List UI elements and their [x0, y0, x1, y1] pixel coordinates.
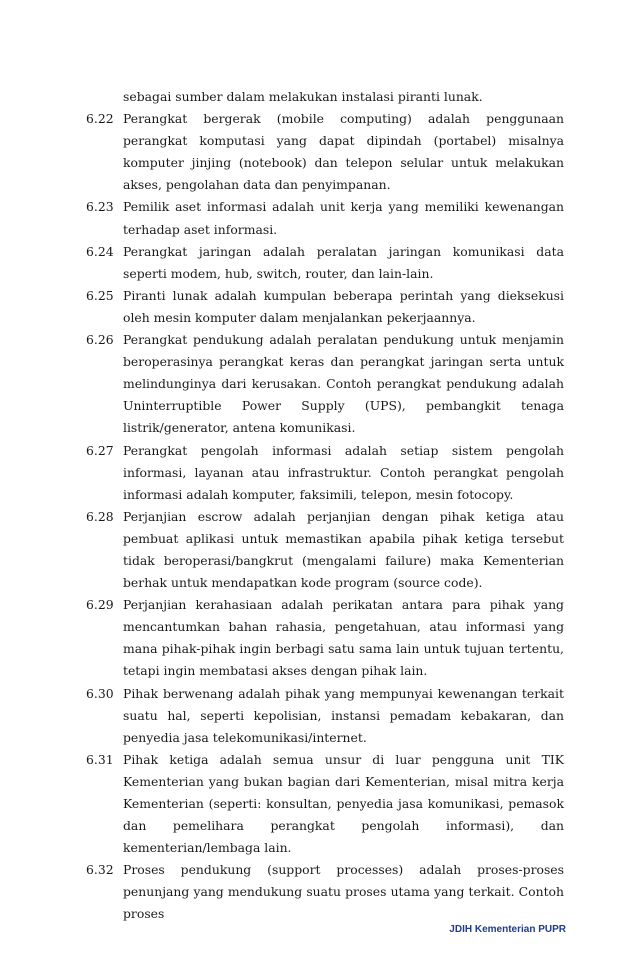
list-item: [86, 440, 564, 506]
item-text: Pihak berwenang adalah pihak yang mempunyai kewenangan terkait suatu hal, seperti kepolisian, instansi pemadam kebakaran, dan penyedia jasa telekomunikasi/internet.: [123, 685, 564, 745]
item-number: 6.28: [86, 508, 114, 524]
item-number: 6.27: [86, 442, 114, 458]
definitions-list: [86, 86, 564, 926]
item-number: 6.32: [86, 862, 114, 878]
item-text: Pemilik aset informasi adalah unit kerja yang memiliki kewenangan terhadap aset informasi.: [123, 199, 564, 237]
item-number: 6.26: [86, 332, 114, 348]
item-number: 6.22: [86, 111, 114, 127]
item-number: 6.25: [86, 287, 114, 303]
item-number: 6.24: [86, 243, 114, 259]
item-text: Perangkat pengolah informasi adalah setiap sistem pengolah informasi, layanan atau infrastruktur. Contoh perangkat pengolah informasi adalah komputer, faksimili, telepon, mesin fotocopy.: [123, 442, 564, 502]
item-text: Perangkat jaringan adalah peralatan jaringan komunikasi data seperti modem, hub, switch, router, dan lain-lain.: [123, 243, 564, 281]
item-number: 6.31: [86, 751, 114, 767]
list-item: [86, 506, 564, 594]
list-item: [86, 683, 564, 749]
item-number: 6.29: [86, 597, 114, 613]
list-item: [86, 285, 564, 329]
list-item: [86, 749, 564, 859]
list-item: [86, 108, 564, 196]
continuation-line: sebagai sumber dalam melakukan instalasi piranti lunak.: [123, 89, 483, 104]
item-number: 6.30: [86, 685, 114, 701]
item-text: Piranti lunak adalah kumpulan beberapa perintah yang dieksekusi oleh mesin komputer dalam menjalankan pekerjaannya.: [123, 287, 564, 325]
list-item: [86, 196, 564, 240]
list-item: [86, 859, 564, 925]
item-text: Perjanjian escrow adalah perjanjian dengan pihak ketiga atau pembuat aplikasi untuk memastikan apabila pihak ketiga tersebut tidak beroperasi/bangkrut (mengalami failure) maka Kementerian berhak untuk mendapatkan kode program (source code).: [123, 508, 564, 591]
item-number: 6.23: [86, 199, 114, 215]
item-text: Perangkat pendukung adalah peralatan pendukung untuk menjamin beroperasinya perangkat keras dan perangkat jaringan serta untuk melindunginya dari kerusakan. Contoh perangkat pendukung adalah Uninterruptible Power Supply (UPS), pembangkit tenaga listrik/generator, antena komunikasi.: [123, 332, 564, 436]
list-item: [86, 329, 564, 439]
list-item: [86, 241, 564, 285]
list-item: [86, 594, 564, 682]
item-text: Perjanjian kerahasiaan adalah perikatan antara para pihak yang mencantumkan bahan rahasia, pengetahuan, atau informasi yang mana pihak-pihak ingin berbagi satu sama lain untuk tujuan tertentu, tetapi ingin membatasi akses dengan pihak lain.: [123, 597, 564, 679]
footer-label: JDIH Kementerian PUPR: [449, 924, 566, 935]
item-text: Proses pendukung (support processes) adalah proses-proses penunjang yang mendukung suatu proses utama yang terkait. Contoh proses: [123, 862, 564, 922]
item-text: Pihak ketiga adalah semua unsur di luar pengguna unit TIK Kementerian yang bukan bagian dari Kementerian, misal mitra kerja Kementerian (seperti: konsultan, penyedia jasa komunikasi, pemasok dan pemelihara perangkat pengolah informasi), dan kementerian/lembaga lain.: [123, 751, 564, 856]
item-text: Perangkat bergerak (mobile computing) adalah penggunaan perangkat komputasi yang dapat dipindah (portabel) misalnya komputer jinjing (notebook) dan telepon selular untuk melakukan akses, pengolahan data dan penyimpanan.: [123, 111, 564, 193]
